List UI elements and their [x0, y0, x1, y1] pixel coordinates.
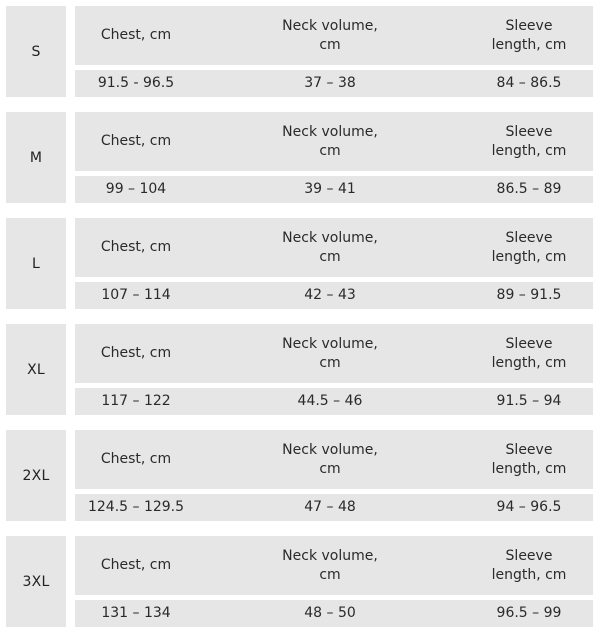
neck-value: 42 – 43	[304, 287, 356, 303]
value-row	[75, 70, 593, 97]
size-block-s	[6, 6, 593, 97]
chest-value: 99 – 104	[105, 181, 167, 197]
size-label: S	[6, 6, 66, 97]
sleeve-value: 84 – 86.5	[496, 75, 562, 91]
neck-value: 39 – 41	[304, 181, 356, 197]
sleeve-value: 89 – 91.5	[496, 287, 562, 303]
chest-header: Chest, cm	[100, 451, 172, 467]
header-row	[75, 536, 593, 595]
size-label: XL	[6, 324, 66, 415]
sleeve-header: Sleeve length, cm	[491, 547, 567, 583]
size-block-xl	[6, 324, 593, 415]
header-row	[75, 218, 593, 277]
sleeve-header: Sleeve length, cm	[491, 335, 567, 371]
value-row	[75, 176, 593, 203]
neck-header: Neck volume, cm	[282, 547, 378, 583]
chest-value: 117 – 122	[101, 393, 171, 409]
sleeve-header: Sleeve length, cm	[491, 441, 567, 477]
chest-header: Chest, cm	[100, 345, 172, 361]
neck-header: Neck volume, cm	[282, 17, 378, 53]
size-block-3xl	[6, 536, 593, 627]
chest-header: Chest, cm	[100, 557, 172, 573]
chest-header: Chest, cm	[100, 27, 172, 43]
value-row	[75, 282, 593, 309]
sleeve-value: 91.5 – 94	[496, 393, 562, 409]
size-label: M	[6, 112, 66, 203]
header-row	[75, 324, 593, 383]
sleeve-value: 86.5 – 89	[496, 181, 562, 197]
sleeve-header: Sleeve length, cm	[491, 17, 567, 53]
neck-header: Neck volume, cm	[282, 229, 378, 265]
chest-header: Chest, cm	[100, 133, 172, 149]
header-row	[75, 6, 593, 65]
size-label: L	[6, 218, 66, 309]
neck-header: Neck volume, cm	[282, 123, 378, 159]
chest-header: Chest, cm	[100, 239, 172, 255]
neck-header: Neck volume, cm	[282, 335, 378, 371]
header-row	[75, 430, 593, 489]
neck-value: 37 – 38	[304, 75, 356, 91]
neck-value: 48 – 50	[304, 605, 356, 621]
sleeve-header: Sleeve length, cm	[491, 123, 567, 159]
neck-value: 47 – 48	[304, 499, 356, 515]
size-label: 3XL	[6, 536, 66, 627]
chest-value: 91.5 - 96.5	[97, 75, 175, 91]
chest-value: 124.5 – 129.5	[87, 499, 185, 515]
value-row	[75, 388, 593, 415]
chest-value: 131 – 134	[101, 605, 171, 621]
neck-value: 44.5 – 46	[297, 393, 363, 409]
header-row	[75, 112, 593, 171]
size-block-m	[6, 112, 593, 203]
chest-value: 107 – 114	[101, 287, 171, 303]
value-row	[75, 600, 593, 627]
neck-header: Neck volume, cm	[282, 441, 378, 477]
sleeve-header: Sleeve length, cm	[491, 229, 567, 265]
sleeve-value: 96.5 – 99	[496, 605, 562, 621]
size-block-2xl	[6, 430, 593, 521]
size-block-l	[6, 218, 593, 309]
value-row	[75, 494, 593, 521]
sleeve-value: 94 – 96.5	[496, 499, 562, 515]
size-label: 2XL	[6, 430, 66, 521]
